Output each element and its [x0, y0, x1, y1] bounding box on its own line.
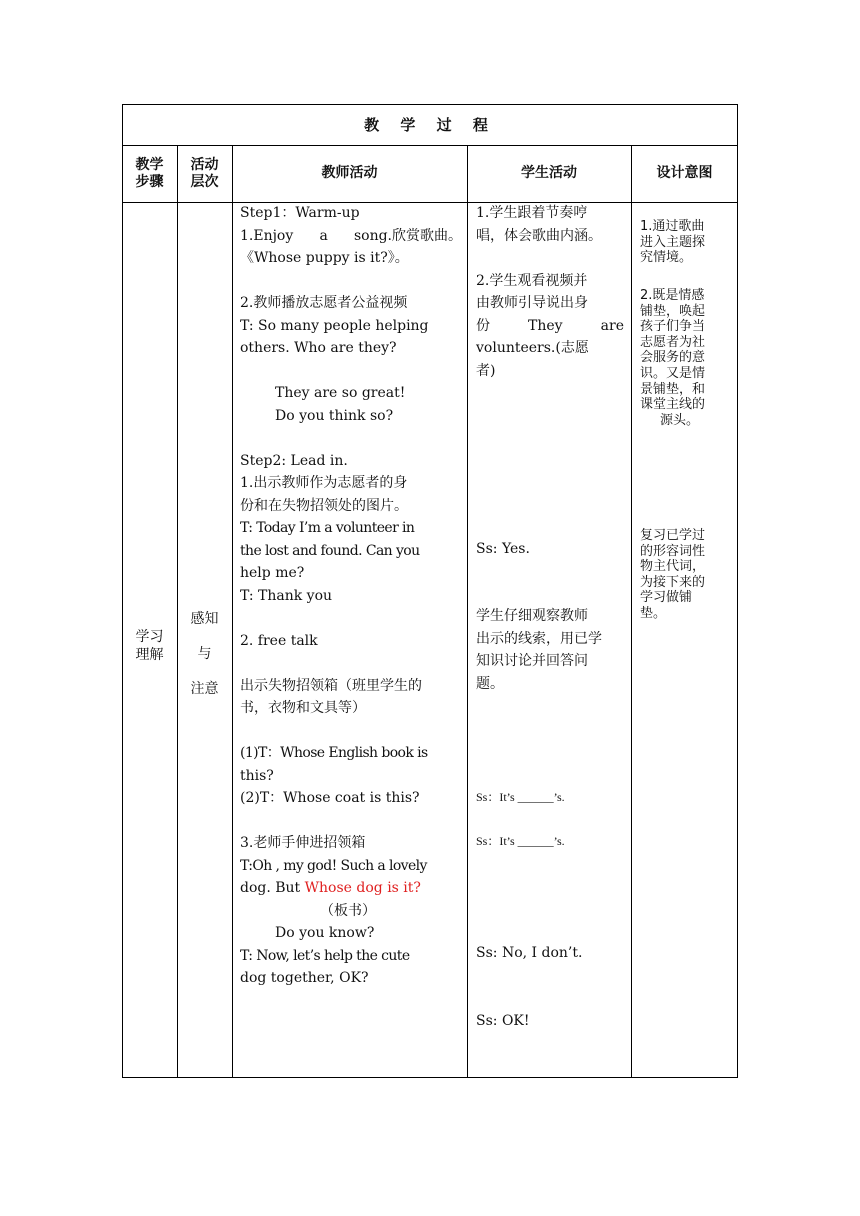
student-ok: Ss: OK!: [476, 1013, 530, 1029]
header-step: 教学 步骤: [135, 156, 164, 190]
design-note-1: 1.通过歌曲 进入主题探 究情境。: [640, 219, 706, 266]
design-note-2: 2.既是情感 铺垫，唤起 孩子们争当 志愿者为社 会服务的意 识。又是情 景铺垫，和 课堂主线的 源头。: [640, 288, 706, 428]
table-title: 教 学 过 程: [364, 116, 496, 134]
student-answer-1: Ss：It’s ______’s.: [476, 790, 565, 804]
column-divider: [232, 145, 233, 1078]
student-activity: 1.学生跟着节奏哼 唱，体会歌曲内涵。 2.学生观看视频并 由教师引导说出身 份 They are volunteers.(志愿 者): [476, 205, 624, 379]
student-yes: Ss: Yes.: [476, 541, 530, 557]
student-answer-2: Ss：It’s ______’s.: [476, 834, 565, 848]
student-no: Ss: No, I don’t.: [476, 945, 583, 961]
teacher-activity: Step1：Warm-up 1.Enjoy a song.欣赏歌曲。 《Whose puppy is it?》。 2.教师播放志愿者公益视频 T: So many people helping others. Who are they? They are so great! Do you think so? Step2: Lead in. 1.出示教师作为志愿者的身 份和在失物招领处的图片。 T: Today I’m a volunteer in the lost and found. Can you help me? T: Thank you 2. free talk 出示失物招领箱（班里学生的 书，衣物和文具等） (1)T：Whose English book is this? (2)T：Whose coat is this? 3.老师手伸进招领箱 T:Oh , my god! Such a lovely dog. But Whose dog is it? （板书） Do you know? T: Now, let’s help the cute dog together, OK?: [240, 205, 462, 986]
step-label: 学习 理解: [135, 629, 164, 663]
header-level: 活动 层次: [190, 156, 219, 190]
column-divider: [467, 145, 468, 1078]
student-observe: 学生仔细观察教师 出示的线索，用已学 知识讨论并回答问 题。: [476, 608, 602, 692]
header-design: 设计意图: [656, 165, 713, 181]
header-teacher: 教师活动: [321, 165, 378, 181]
design-note-3: 复习已学过 的形容词性 物主代词， 为接下来的 学习做铺 垫。: [640, 528, 706, 621]
header-student: 学生活动: [521, 165, 577, 181]
column-divider: [631, 145, 632, 1078]
level-label: 感知 与 注意: [190, 611, 219, 697]
board-question: Whose dog is it?: [304, 880, 421, 896]
